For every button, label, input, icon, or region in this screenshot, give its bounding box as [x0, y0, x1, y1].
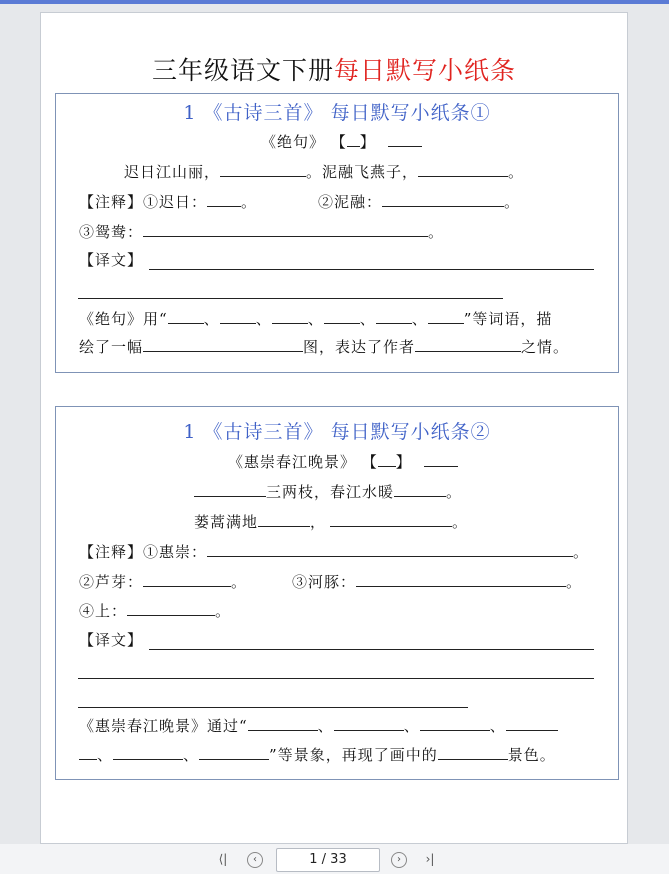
question-text: 《绝句》用“: [79, 310, 168, 328]
answer-blank[interactable]: [415, 336, 521, 352]
poem-line-1: [124, 161, 524, 182]
separator: 、: [489, 717, 506, 735]
author-dynasty-blank[interactable]: [378, 451, 396, 467]
poem-blank[interactable]: [258, 511, 310, 527]
poem-text: 蒌蒿满地: [194, 513, 259, 531]
notes-line-1b: [318, 191, 520, 212]
answer-blank[interactable]: [248, 715, 318, 731]
note-text: 。: [504, 193, 521, 211]
page-title: [41, 51, 627, 87]
separator: 、: [97, 746, 114, 764]
note-blank[interactable]: [207, 541, 573, 557]
translation-line[interactable]: [149, 269, 594, 270]
answer-blank[interactable]: [143, 336, 303, 352]
note-text: 。: [241, 193, 258, 211]
answer-blank[interactable]: [79, 744, 97, 760]
poem-blank[interactable]: [330, 511, 452, 527]
question-line-2: [79, 744, 556, 765]
question-text: 绘了一幅: [79, 338, 144, 356]
poem-text: ，: [310, 513, 327, 531]
translation-line[interactable]: [78, 707, 468, 708]
dictation-card-1: [55, 93, 619, 373]
poem-text: 三两枝，春江水暖: [266, 483, 395, 501]
note-blank[interactable]: [143, 221, 428, 237]
answer-blank[interactable]: [220, 308, 256, 324]
translation-line[interactable]: [78, 298, 503, 299]
notes-line-2b: [292, 571, 582, 592]
note-blank[interactable]: [207, 191, 241, 207]
page-number-input[interactable]: 1 / 33: [276, 848, 380, 872]
author-dynasty-blank[interactable]: [347, 131, 360, 147]
title-red: 每日默写小纸条: [334, 56, 517, 85]
answer-blank[interactable]: [113, 744, 183, 760]
viewer-top-bar: [0, 0, 669, 4]
poem-title: 《绝句》 【: [261, 133, 347, 151]
separator: 、: [255, 310, 272, 328]
poem-text: 。泥融飞燕子，: [306, 163, 419, 181]
question-text: 《惠崇春江晚景》通过“: [79, 717, 248, 735]
separator: 、: [359, 310, 376, 328]
question-text: ”等词语，描: [463, 310, 553, 328]
notes-line-2: [79, 571, 247, 592]
notes-line-2: [79, 221, 444, 242]
note-text: 。: [428, 223, 445, 241]
note-text: 。: [573, 543, 590, 561]
card-title: 1 《古诗三首》 每日默写小纸条②: [183, 421, 491, 443]
author-blank[interactable]: [424, 451, 458, 467]
question-text: ”等景象，再现了画中的: [269, 746, 438, 764]
note-text: 。: [566, 573, 583, 591]
note-text: ④上：: [79, 602, 128, 620]
answer-blank[interactable]: [506, 715, 558, 731]
separator: 、: [403, 717, 420, 735]
card-title: 1 《古诗三首》 每日默写小纸条①: [183, 102, 491, 124]
answer-blank[interactable]: [272, 308, 308, 324]
poem-text: 迟日江山丽，: [124, 163, 221, 181]
note-text: ③河豚：: [292, 573, 357, 591]
separator: 、: [203, 310, 220, 328]
separator: 、: [183, 746, 200, 764]
answer-blank[interactable]: [420, 715, 490, 731]
prev-page-icon[interactable]: ‹: [247, 852, 263, 868]
separator: 、: [317, 717, 334, 735]
separator: 、: [411, 310, 428, 328]
question-line-1: [79, 308, 552, 329]
answer-blank[interactable]: [334, 715, 404, 731]
poem-title: 《惠崇春江晚景》 【: [228, 453, 378, 471]
poem-text: 。: [446, 483, 463, 501]
note-blank[interactable]: [143, 571, 231, 587]
bracket-close: 】: [359, 133, 376, 151]
translation-line[interactable]: [78, 678, 594, 679]
answer-blank[interactable]: [168, 308, 204, 324]
poem-title-line: [261, 131, 422, 152]
document-page: [40, 12, 628, 844]
translation-label: 【译文】: [79, 251, 144, 269]
poem-blank[interactable]: [220, 161, 306, 177]
author-blank[interactable]: [388, 131, 422, 147]
answer-blank[interactable]: [199, 744, 269, 760]
answer-blank[interactable]: [376, 308, 412, 324]
poem-blank[interactable]: [194, 481, 266, 497]
question-text: 之情。: [521, 338, 570, 356]
translation-line[interactable]: [149, 649, 594, 650]
note-text: ②泥融：: [318, 193, 383, 211]
note-text: ②芦芽：: [79, 573, 144, 591]
notes-line-1: [79, 541, 589, 562]
note-label: 【注释】①迟日：: [79, 193, 208, 211]
dictation-card-2: [55, 406, 619, 780]
question-line-1: [79, 715, 558, 736]
last-page-icon[interactable]: ›|: [425, 852, 435, 866]
title-black: 三年级语文下册: [151, 56, 334, 85]
note-text: ③鸳鸯：: [79, 223, 144, 241]
note-blank[interactable]: [127, 600, 215, 616]
question-text: 景色。: [507, 746, 556, 764]
note-text: 。: [231, 573, 248, 591]
poem-line-2: [194, 511, 468, 532]
question-line-2: [79, 336, 569, 357]
poem-blank[interactable]: [418, 161, 508, 177]
first-page-icon[interactable]: ⟨|: [218, 852, 228, 866]
separator: 、: [307, 310, 324, 328]
notes-line-1: [79, 191, 257, 212]
poem-blank[interactable]: [394, 481, 446, 497]
notes-line-3: [79, 600, 231, 621]
question-text: 图，表达了作者: [303, 338, 416, 356]
note-blank[interactable]: [382, 191, 504, 207]
note-text: 。: [215, 602, 232, 620]
note-blank[interactable]: [356, 571, 566, 587]
viewer-toolbar: [0, 844, 669, 874]
translation-label: 【译文】: [79, 631, 144, 649]
poem-line-1: [194, 481, 462, 502]
next-page-icon[interactable]: ›: [391, 852, 407, 868]
note-label: 【注释】①惠崇：: [79, 543, 208, 561]
answer-blank[interactable]: [428, 308, 464, 324]
bracket-close: 】: [395, 453, 412, 471]
answer-blank[interactable]: [438, 744, 508, 760]
poem-title-line: [228, 451, 458, 472]
poem-text: 。: [452, 513, 469, 531]
answer-blank[interactable]: [324, 308, 360, 324]
poem-text: 。: [508, 163, 525, 181]
